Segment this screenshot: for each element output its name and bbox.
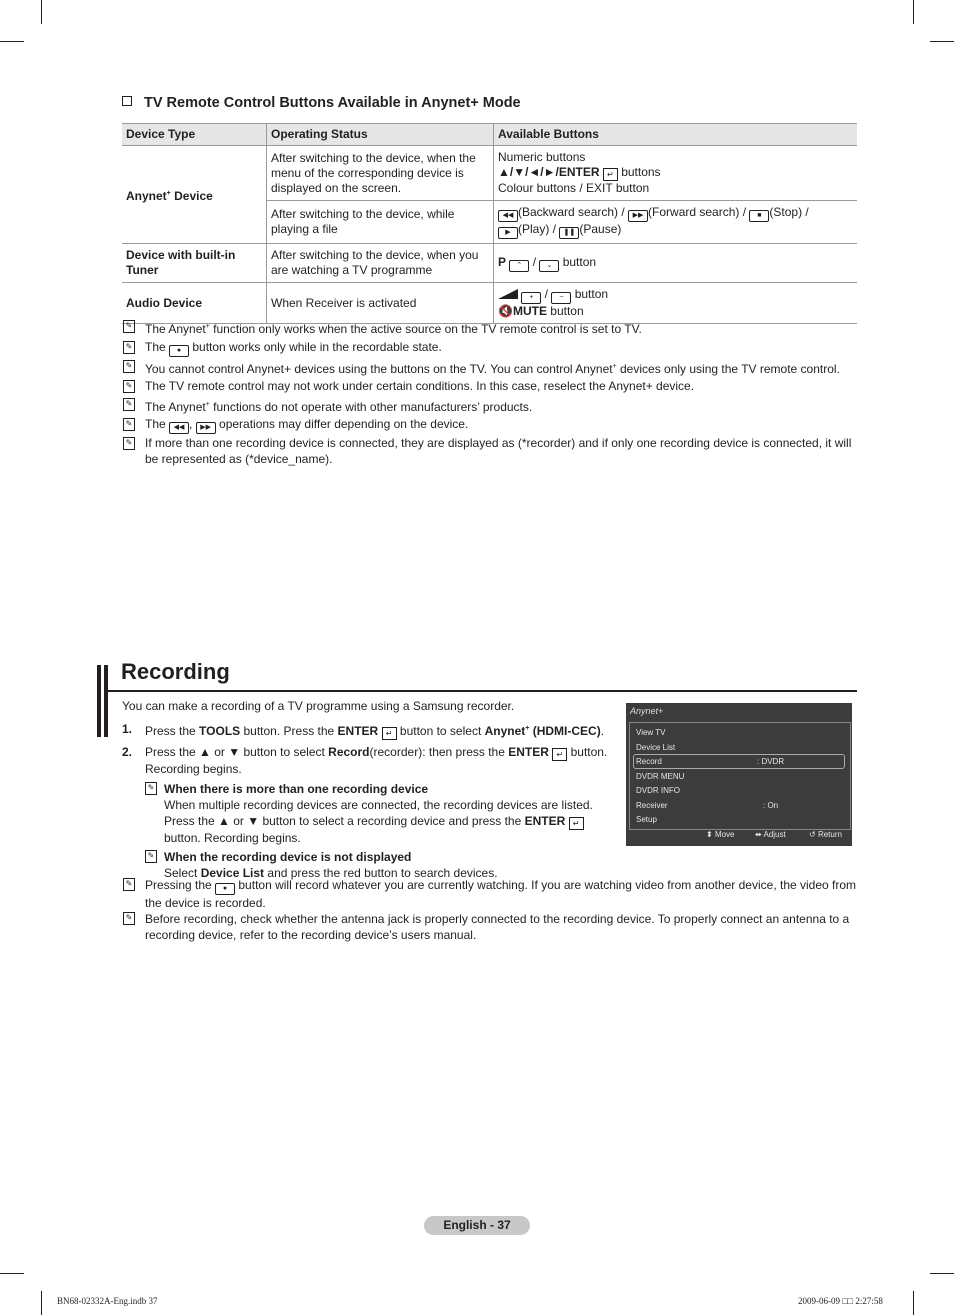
osd-item-device-list: Device List bbox=[636, 743, 676, 752]
title-bar-decoration bbox=[104, 665, 108, 737]
note-icon: ✎ bbox=[123, 398, 135, 411]
crop-mark bbox=[930, 1273, 954, 1274]
enter-icon: ↵ bbox=[382, 727, 397, 740]
buttons-cell: P ⌃ / ⌄ button bbox=[494, 244, 858, 283]
buttons-cell: Numeric buttons ▲/▼/◄/►/ENTER ↵ buttons Colour buttons / EXIT button bbox=[494, 146, 858, 201]
record-icon: ● bbox=[169, 345, 189, 357]
page-title: Recording bbox=[121, 659, 230, 684]
status-cell: After switching to the device, while playing a file bbox=[267, 201, 494, 244]
osd-footer-move: ⬍ Move bbox=[706, 830, 735, 839]
updown-icon: ⬍ bbox=[706, 830, 713, 839]
channel-down-icon: ⌄ bbox=[539, 260, 559, 272]
list-item: ✎ When the recording device is not displayed Select Device List and press the red button to search devices. bbox=[122, 849, 622, 881]
table-header-row bbox=[122, 124, 857, 146]
list-item: ✎ The ● button works only while in the recordable state. bbox=[122, 340, 857, 357]
channel-up-icon: ⌃ bbox=[509, 260, 529, 272]
osd-item-view-tv: View TV bbox=[636, 728, 666, 737]
device-type-cell: Audio Device bbox=[122, 283, 267, 324]
list-item: ✎ The ◀◀ , ▶▶ operations may differ depending on the device. bbox=[122, 417, 857, 434]
enter-icon: ↵ bbox=[603, 168, 618, 181]
list-item: ✎ The Anynet+ function only works when the active source on the TV remote control is set to TV. bbox=[122, 319, 857, 338]
list-item: ✎ If more than one recording device is connected, they are displayed as (*recorder) and if only one recording device is connected, it will be represented as (*device_name). bbox=[122, 436, 857, 467]
osd-menu-panel bbox=[629, 722, 851, 830]
status-cell: After switching to the device, when you are watching a TV programme bbox=[267, 244, 494, 283]
crop-mark bbox=[41, 1291, 42, 1315]
list-item: ✎ You cannot control Anynet+ devices using the buttons on the TV. You can control Anynet+ devices only using the TV remote control. bbox=[122, 359, 857, 378]
record-icon: ● bbox=[215, 883, 235, 895]
note-icon: ✎ bbox=[123, 320, 135, 333]
device-type-cell: Anynet+ Device bbox=[122, 146, 267, 244]
rewind-icon: ◀◀ bbox=[498, 210, 518, 222]
note-icon: ✎ bbox=[123, 380, 135, 393]
return-icon: ↺ bbox=[809, 830, 816, 839]
volume-up-icon: + bbox=[521, 292, 541, 304]
crop-mark bbox=[41, 0, 42, 24]
osd-item-dvdr-menu: DVDR MENU bbox=[636, 772, 685, 781]
osd-item-dvdr-info: DVDR INFO bbox=[636, 786, 680, 795]
section-title: TV Remote Control Buttons Available in Anynet+ Mode bbox=[122, 95, 521, 111]
title-bar-decoration bbox=[97, 665, 101, 737]
list-item: 2. Press the ▲ or ▼ button to select Record(recorder): then press the ENTER ↵ button. Recording begins. bbox=[122, 745, 608, 776]
intro-text: You can make a recording of a TV programme using a Samsung recorder. bbox=[122, 699, 515, 713]
list-item: ✎ The Anynet+ functions do not operate with other manufacturers’ products. bbox=[122, 397, 857, 416]
note-icon: ✎ bbox=[123, 878, 135, 891]
crop-mark bbox=[913, 1291, 914, 1315]
device-type-cell: Device with built-in Tuner bbox=[122, 244, 267, 283]
list-item: 1. Press the TOOLS button. Press the ENTER ↵ button to select Anynet+ (HDMI-CEC). bbox=[122, 722, 605, 738]
mute-icon: 🔇 bbox=[498, 304, 513, 318]
print-slug-file: BN68-02332A-Eng.indb 37 bbox=[57, 1296, 158, 1306]
note-icon: ✎ bbox=[123, 437, 135, 450]
enter-icon: ↵ bbox=[569, 817, 584, 830]
note-icon: ✎ bbox=[123, 360, 135, 373]
buttons-cell: + / − button 🔇MUTE button bbox=[494, 283, 858, 324]
header-available-buttons: Available Buttons bbox=[494, 124, 858, 146]
osd-item-receiver: Receiver bbox=[636, 801, 668, 810]
list-item: ✎ The TV remote control may not work under certain conditions. In this case, reselect the Anynet+ device. bbox=[122, 379, 857, 395]
header-device-type: Device Type bbox=[122, 124, 267, 146]
osd-receiver-value: : On bbox=[763, 801, 779, 810]
crop-mark bbox=[0, 41, 24, 42]
status-cell: After switching to the device, when the menu of the corresponding device is displayed on the screen. bbox=[267, 146, 494, 201]
note-icon: ✎ bbox=[123, 912, 135, 925]
fast-forward-icon: ▶▶ bbox=[196, 422, 216, 434]
notes-list bbox=[122, 319, 857, 467]
rewind-icon: ◀◀ bbox=[169, 422, 189, 434]
note-icon: ✎ bbox=[145, 782, 157, 795]
list-item: ✎ When there is more than one recording device When multiple recording devices are connected, the recording devices are listed. Press the ▲ or ▼ button to select a recording device and press the ENTER ↵ button. Recording begins. bbox=[122, 781, 622, 846]
title-rule bbox=[108, 690, 857, 692]
buttons-cell: ◀◀ (Backward search) / ▶▶ (Forward search) / ■ (Stop) / ▶ (Play) / ❚❚ (Pause) bbox=[494, 201, 858, 244]
steps-list bbox=[122, 721, 622, 881]
anynet-logo: Anynet+ bbox=[630, 706, 664, 716]
osd-record-value: : DVDR bbox=[757, 757, 785, 766]
status-cell: When Receiver is activated bbox=[267, 283, 494, 324]
volume-icon bbox=[498, 289, 518, 299]
pause-icon: ❚❚ bbox=[559, 227, 579, 239]
note-icon: ✎ bbox=[145, 850, 157, 863]
anynet-osd-screenshot bbox=[626, 703, 852, 846]
page-number-badge: English - 37 bbox=[424, 1216, 530, 1235]
header-operating-status: Operating Status bbox=[267, 124, 494, 146]
recording-notes bbox=[122, 877, 857, 943]
list-item: ✎ Before recording, check whether the antenna jack is properly connected to the recording device. To properly connect an antenna to a recording device, refer to the recording device’s users manual. bbox=[122, 911, 857, 943]
fast-forward-icon: ▶▶ bbox=[628, 210, 648, 222]
list-item: ✎ Pressing the ● button will record whatever you are currently watching. If you are watching video from another device, the video from the device is recorded. bbox=[122, 877, 857, 911]
table-row bbox=[122, 244, 857, 283]
checkbox-bullet-icon bbox=[122, 96, 132, 106]
remote-buttons-table bbox=[122, 123, 857, 324]
play-icon: ▶ bbox=[498, 227, 518, 239]
osd-footer-return: ↺ Return bbox=[809, 830, 842, 839]
stop-icon: ■ bbox=[749, 210, 769, 222]
table-row bbox=[122, 146, 857, 201]
crop-mark bbox=[913, 0, 914, 24]
crop-mark bbox=[0, 1273, 24, 1274]
print-slug-date: 2009-06-09 □□ 2:27:58 bbox=[798, 1296, 883, 1306]
osd-item-setup: Setup bbox=[636, 815, 657, 824]
volume-down-icon: − bbox=[551, 292, 571, 304]
enter-icon: ↵ bbox=[552, 748, 567, 761]
osd-highlight bbox=[633, 754, 845, 769]
table-row bbox=[122, 283, 857, 324]
note-icon: ✎ bbox=[123, 418, 135, 431]
note-icon: ✎ bbox=[123, 341, 135, 354]
crop-mark bbox=[930, 41, 954, 42]
osd-item-record: Record bbox=[636, 757, 662, 766]
leftright-icon: ⬌ bbox=[755, 830, 762, 839]
osd-footer-adjust: ⬌ Adjust bbox=[755, 830, 786, 839]
